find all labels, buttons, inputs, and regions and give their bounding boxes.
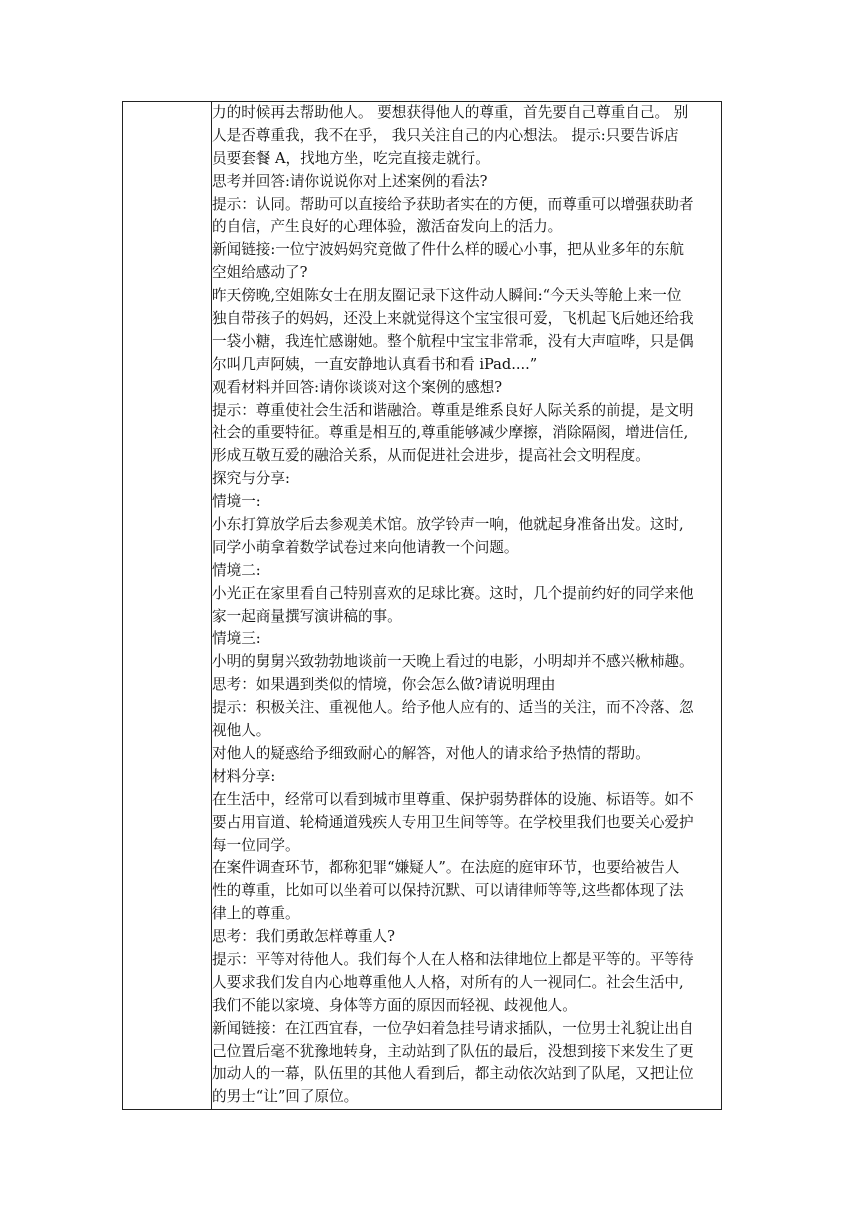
text-line: 形成互敬互爱的融洽关系，从而促进社会进步，提高社会文明程度。 — [212, 447, 650, 465]
text-line: 我们不能以家境、身体等方面的原因而轻视、歧视他人。 — [212, 996, 577, 1014]
text-line: 材料分享: — [212, 767, 276, 785]
text-line: 的自信，产生良好的心理体验，激活奋发向上的活力。 — [212, 218, 563, 236]
text-line: 独自带孩子的妈妈，还没上来就觉得这个宝宝很可爱，飞机起飞后她还给我 — [212, 310, 694, 328]
text-line: 观看材料并回答:请你谈谈对这个案例的感想? — [212, 378, 503, 396]
text-line: 空姐给感动了? — [212, 264, 308, 282]
text-line: 同学小萌拿着数学试卷过来向他请教一个问题。 — [212, 538, 519, 556]
text-line: 探究与分享: — [212, 470, 290, 488]
text-line: 情境一: — [212, 493, 261, 511]
text-line: 加动人的一幕，队伍里的其他人看到后，都主动依次站到了队尾，又把让位 — [212, 1065, 694, 1083]
text-line: 新闻链接：在江西宜春，一位孕妇着急挂号请求插队，一位男士礼貌让出自 — [212, 1019, 694, 1037]
text-line: 员要套餐 A，找地方坐，吃完直接走就行。 — [212, 149, 490, 167]
lesson-table — [122, 101, 722, 1110]
table-row — [123, 102, 722, 1110]
text-line: 在案件调查环节，都称犯罪“嫌疑人”。在法庭的庭审环节，也要给被告人 — [212, 859, 680, 877]
text-line: 人要求我们发自内心地尊重他人人格，对所有的人一视同仁。社会生活中, — [212, 973, 684, 991]
content-cell — [212, 102, 722, 1110]
text-line: 要占用盲道、轮椅通道残疾人专用卫生间等等。在学校里我们也要关心爱护 — [212, 813, 694, 831]
text-line: 每一位同学。 — [212, 836, 300, 854]
text-line: 思考并回答:请你说说你对上述案例的看法? — [212, 172, 488, 190]
text-line: 人是否尊重我，我不在乎， 我只关注自己的内心想法。 提示:只要告诉店 — [212, 126, 679, 144]
text-line: 家一起商量撰写演讲稿的事。 — [212, 607, 402, 625]
text-line: 小光正在家里看自己特别喜欢的足球比赛。这时，几个提前约好的同学来他 — [212, 584, 694, 602]
text-line: 尔叫几声阿姨，一直安静地认真看书和看 iPad....” — [212, 355, 538, 373]
text-line: 情境三: — [212, 630, 261, 648]
text-line: 小东打算放学后去参观美术馆。放学铃声一响，他就起身准备出发。这时, — [212, 516, 684, 534]
text-line: 己位置后毫不犹豫地转身，主动站到了队伍的最后，没想到接下来发生了更 — [212, 1042, 694, 1060]
text-line: 提示：积极关注、重视他人。给予他人应有的、适当的关注，而不冷落、忽 — [212, 699, 694, 717]
text-line: 思考：如果遇到类似的情境，你会怎么做?请说明理由 — [212, 676, 556, 694]
text-line: 社会的重要特征。尊重是相互的,尊重能够减少摩擦，消除隔阂，增进信任, — [212, 424, 689, 442]
text-line: 情境二: — [212, 561, 261, 579]
text-line: 一袋小糖，我连忙感谢她。整个航程中宝宝非常乖，没有大声喧哗，只是偶 — [212, 332, 694, 350]
text-line: 性的尊重，比如可以坐着可以保持沉默、可以请律师等等,这些都体现了法 — [212, 882, 684, 900]
text-line: 昨天傍晚,空姐陈女士在朋友圈记录下这件动人瞬间:“今天头等舱上来一位 — [212, 287, 682, 305]
text-line: 提示：尊重使社会生活和谐融洽。尊重是维系良好人际关系的前提，是文明 — [212, 401, 694, 419]
text-line: 对他人的疑惑给予细致耐心的解答，对他人的请求给予热情的帮助。 — [212, 744, 650, 762]
text-line: 律上的尊重。 — [212, 905, 300, 923]
left-column-cell — [123, 102, 212, 1110]
text-line: 新闻链接:一位宁波妈妈究竟做了件什么样的暖心小事，把从业多年的东航 — [212, 241, 684, 259]
text-line: 提示：认同。帮助可以直接给予获助者实在的方便，而尊重可以增强获助者 — [212, 195, 694, 213]
text-line: 小明的舅舅兴致勃勃地谈前一天晚上看过的电影，小明却并不感兴楸柿趣。 — [212, 653, 694, 671]
content-text — [212, 102, 721, 1109]
text-line: 在生活中，经常可以看到城市里尊重、保护弱势群体的设施、标语等。如不 — [212, 790, 694, 808]
text-line: 视他人。 — [212, 722, 271, 740]
text-line: 的男士“让”回了原位。 — [212, 1088, 359, 1106]
text-line: 提示：平等对待他人。我们每个人在人格和法律地位上都是平等的。平等待 — [212, 950, 694, 968]
text-line: 思考：我们勇敢怎样尊重人? — [212, 928, 395, 946]
text-line: 力的时候再去帮助他人。 要想获得他人的尊重，首先要自己尊重自己。 别 — [212, 104, 689, 121]
